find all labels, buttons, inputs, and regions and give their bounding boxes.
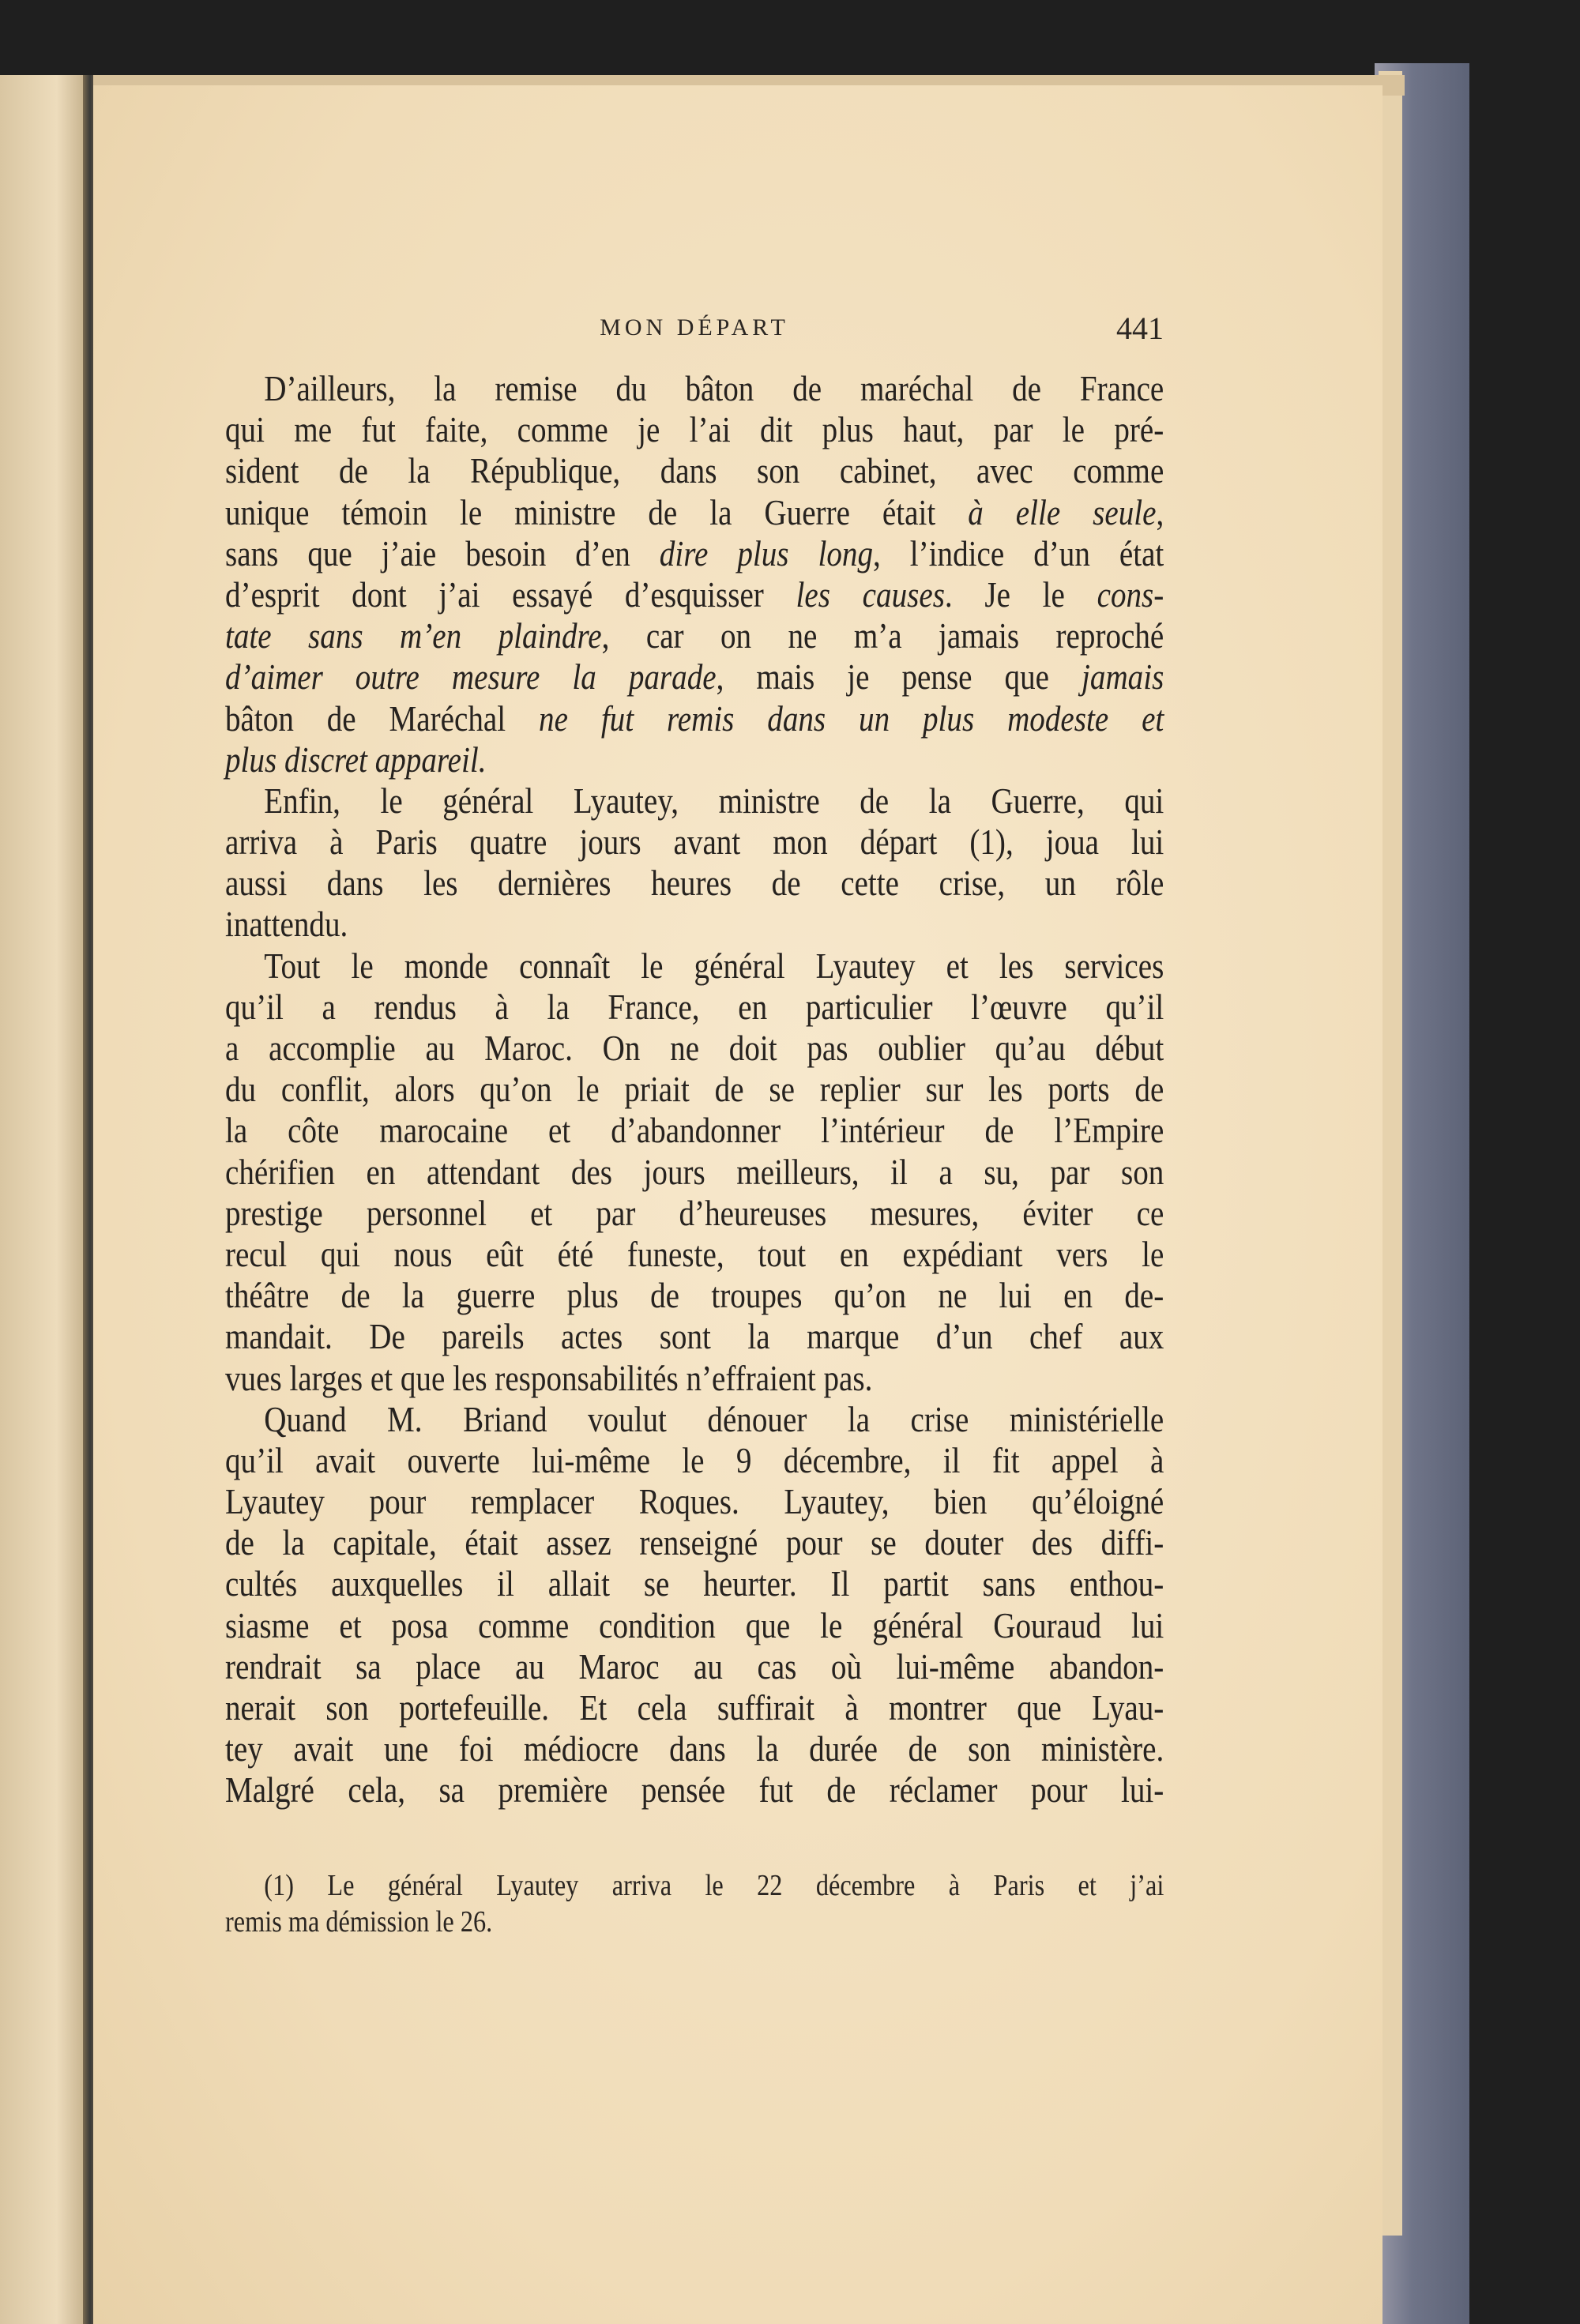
text-segment: d’esprit dont j’ai essayé d’esquisser — [225, 573, 796, 615]
text-line — [225, 615, 1164, 656]
text-line — [225, 1275, 1164, 1316]
text-line — [225, 450, 1164, 491]
text-line — [225, 409, 1164, 450]
text-line — [225, 739, 1164, 780]
text-line — [225, 1687, 1164, 1728]
text-segment: cultés auxquelles il allait se heurter. Il partit sans enthou- — [225, 1563, 1164, 1604]
text-line — [225, 1193, 1164, 1234]
text-segment: , car on ne m’a jamais reproché — [601, 615, 1164, 656]
facing-page-edge — [0, 75, 95, 2324]
text-line — [225, 1440, 1164, 1481]
running-title: MON DÉPART — [600, 314, 789, 340]
text-line — [225, 1728, 1164, 1769]
italic-text: ne fut remis dans un plus modeste et — [539, 698, 1164, 739]
text-segment: aussi dans les dernières heures de cette crise, un rôle — [225, 863, 1164, 904]
text-line — [225, 1605, 1164, 1646]
text-line — [225, 1646, 1164, 1687]
text-segment: D’ailleurs, la remise du bâton de maréchal de France — [264, 368, 1164, 408]
italic-text: les causes — [796, 573, 945, 615]
text-line — [225, 1234, 1164, 1275]
page-header — [225, 310, 1164, 349]
italic-text: plus discret appareil. — [225, 739, 487, 780]
text-segment: . Je le — [944, 573, 1097, 615]
text-segment: du conflit, alors qu’on le priait de se replier sur les ports de — [225, 1069, 1164, 1110]
text-segment: , — [1156, 491, 1164, 532]
text-line — [225, 574, 1164, 615]
italic-text: dire plus long — [659, 532, 874, 573]
text-line — [225, 1069, 1164, 1110]
footnote-line: (1) Le général Lyautey arriva le 22 décembre à Paris et j’ai — [264, 1869, 1164, 1902]
text-segment: chérifien en attendant des jours meilleurs, il a su, par son — [225, 1151, 1164, 1192]
text-line — [225, 533, 1164, 574]
text-line — [225, 1110, 1164, 1151]
text-line — [225, 946, 1164, 987]
italic-text: cons- — [1097, 573, 1164, 615]
text-segment: Tout le monde connaît le général Lyautey et les services — [264, 945, 1164, 986]
text-line — [225, 1769, 1164, 1811]
text-segment: , mais je pense que — [716, 656, 1082, 698]
text-segment: tey avait une foi médiocre dans la durée de son ministère. — [225, 1728, 1164, 1769]
text-line — [225, 987, 1164, 1028]
text-line — [225, 1481, 1164, 1522]
text-segment: la côte marocaine et d’abandonner l’intérieur de l’Empire — [225, 1110, 1164, 1151]
text-segment: qu’il avait ouverte lui-même le 9 décembre, il fit appel à — [225, 1439, 1164, 1480]
footnote — [225, 1867, 1164, 1940]
text-segment: Enfin, le général Lyautey, ministre de la Guerre, qui — [264, 780, 1164, 821]
text-segment: nerait son portefeuille. Et cela suffirait à montrer que Lyau- — [225, 1687, 1164, 1728]
text-segment: de la capitale, était assez renseigné pour se douter des diffi- — [225, 1522, 1164, 1563]
text-segment: , l’indice d’un état — [873, 532, 1164, 573]
text-line — [225, 368, 1164, 409]
text-segment: sident de la République, dans son cabinet, avec comme — [225, 450, 1164, 491]
text-segment: qui me fut faite, comme je l’ai dit plus haut, par le pré- — [225, 409, 1164, 450]
page-number: 441 — [1116, 310, 1164, 346]
text-line — [225, 904, 1164, 945]
text-segment: Quand M. Briand voulut dénouer la crise ministérielle — [264, 1398, 1164, 1439]
text-segment: recul qui nous eût été funeste, tout en expédiant vers le — [225, 1233, 1164, 1274]
italic-text: d’aimer outre mesure la parade — [225, 656, 717, 698]
text-segment: prestige personnel et par d’heureuses mesures, éviter ce — [225, 1192, 1164, 1233]
text-segment: a accomplie au Maroc. On ne doit pas oublier qu’au début — [225, 1028, 1164, 1068]
text-segment: siasme et posa comme condition que le général Gouraud lui — [225, 1604, 1164, 1645]
text-segment: mandait. De pareils actes sont la marque d’un chef aux — [225, 1316, 1164, 1357]
text-segment: Malgré cela, sa première pensée fut de réclamer pour lui- — [225, 1769, 1164, 1811]
text-line — [225, 656, 1164, 698]
text-segment: vues larges et que les responsabilités n’effraient pas. — [225, 1357, 873, 1398]
text-segment: Lyautey pour remplacer Roques. Lyautey, bien qu’éloigné — [225, 1481, 1164, 1522]
text-line — [225, 780, 1164, 822]
text-segment: inattendu. — [225, 904, 348, 945]
text-segment: qu’il a rendus à la France, en particulier l’œuvre qu’il — [225, 986, 1164, 1027]
italic-text: tate sans m’en plaindre — [225, 615, 602, 656]
text-line — [225, 822, 1164, 863]
text-segment: unique témoin le ministre de la Guerre était — [225, 491, 969, 532]
text-line — [225, 1399, 1164, 1440]
text-segment: arriva à Paris quatre jours avant mon départ (1), joua lui — [225, 822, 1164, 863]
text-line — [225, 1028, 1164, 1069]
text-segment: sans que j’aie besoin d’en — [225, 532, 660, 573]
italic-text: à elle seule — [968, 491, 1157, 532]
text-line — [225, 863, 1164, 904]
body-text — [225, 368, 1164, 1811]
text-line — [225, 492, 1164, 533]
text-line — [225, 1152, 1164, 1193]
italic-text: jamais — [1082, 656, 1164, 698]
text-line — [225, 1358, 1164, 1399]
text-line — [225, 1316, 1164, 1357]
text-line — [225, 698, 1164, 739]
footnote-line: remis ma démission le 26. — [225, 1905, 493, 1939]
text-segment: bâton de Maréchal — [225, 698, 540, 739]
text-segment: théâtre de la guerre plus de troupes qu’on ne lui en de- — [225, 1275, 1164, 1316]
text-line — [225, 1522, 1164, 1563]
text-line — [225, 1563, 1164, 1604]
text-segment: rendrait sa place au Maroc au cas où lui-même abandon- — [225, 1645, 1164, 1687]
